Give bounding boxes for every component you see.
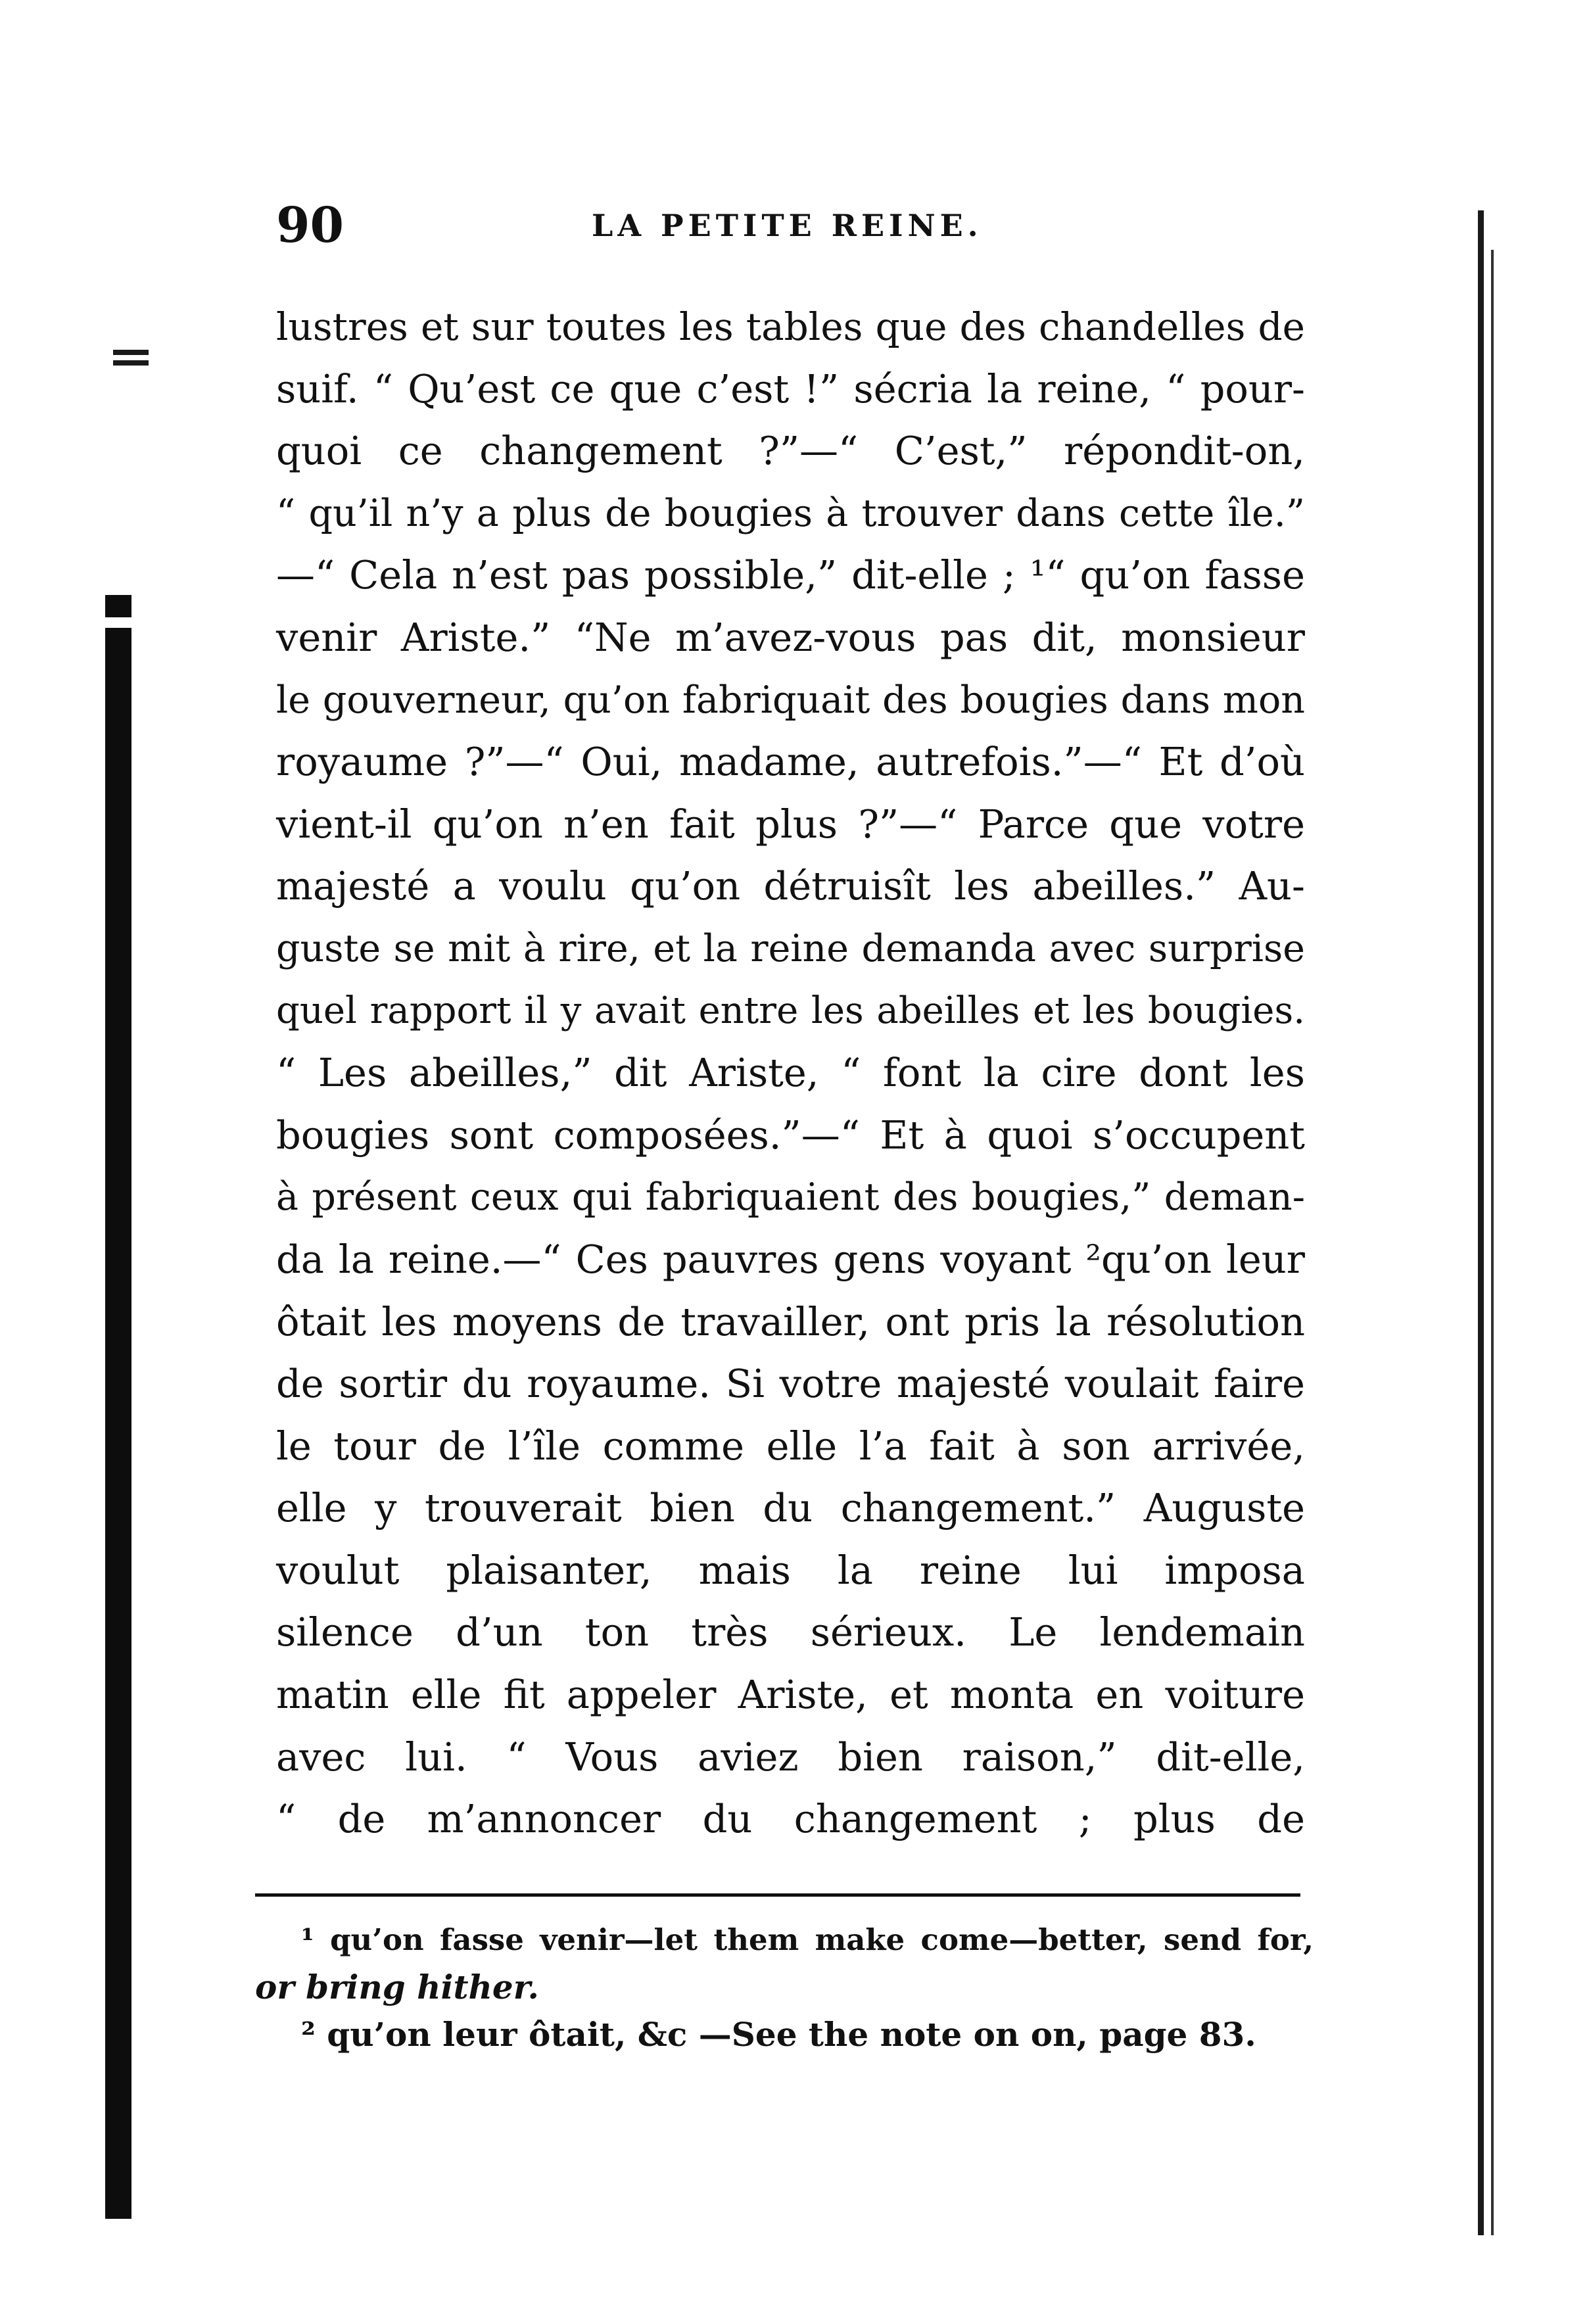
page-header [276, 197, 1305, 256]
text-line: royaume ?”—“ Oui, madame, autrefois.”—“ Et d’où [276, 739, 1305, 785]
text-line: “ de m’annoncer du changement ; plus de [276, 1796, 1305, 1842]
text-line: ôtait les moyens de travailler, ont pris la résolution [276, 1298, 1305, 1344]
text-line: “ qu’il n’y a plus de bougies à trouver dans cette île.” [276, 491, 1305, 535]
footnote-2: ² qu’on leur ôtait, &c —See the note on on, page 83. [301, 2015, 1256, 2054]
text-line: “ Les abeilles,” dit Ariste, “ font la cire dont les [276, 1050, 1305, 1096]
text-line: lustres et sur toutes les tables que des chandelles de [276, 304, 1305, 349]
text-line: guste se mit à rire, et la reine demanda avec surprise [276, 926, 1305, 970]
footnote-1: ¹ qu’on fasse venir—let them make come—better, send for, [301, 1922, 1314, 1957]
footnotes [255, 1916, 1314, 2058]
text-line: voulut plaisanter, mais la reine lui imposa [276, 1547, 1305, 1593]
footnote-1-continuation: or bring hither. [255, 1968, 539, 2006]
text-line: matin elle fit appeler Ariste, et monta en voiture [276, 1672, 1305, 1718]
text-line: da la reine.—“ Ces pauvres gens voyant ²qu’on leur [276, 1236, 1305, 1282]
text-line: majesté a voulu qu’on détruisît les abeilles.” Au- [276, 863, 1305, 909]
running-head: LA PETITE REINE. [592, 208, 983, 243]
text-line: le tour de l’île comme elle l’a fait à son arrivée, [276, 1423, 1305, 1469]
page-edge-line-inner [1491, 250, 1494, 2235]
text-line: quoi ce changement ?”—“ C’est,” répondit-on, [276, 428, 1305, 474]
scan-edge-shadow [105, 628, 131, 2219]
scan-mark [113, 360, 149, 366]
text-line: quel rapport il y avait entre les abeilles et les bougies. [276, 989, 1305, 1032]
footnote-divider [255, 1893, 1300, 1897]
text-line: le gouverneur, qu’on fabriquait des bougies dans mon [276, 678, 1305, 722]
text-line: —“ Cela n’est pas possible,” dit-elle ; ¹“ qu’on fasse [276, 552, 1305, 598]
text-line: venir Ariste.” “Ne m’avez-vous pas dit, monsieur [276, 614, 1305, 660]
text-line: de sortir du royaume. Si votre majesté voulait faire [276, 1361, 1305, 1407]
text-line: silence d’un ton très sérieux. Le lendemain [276, 1609, 1305, 1655]
scan-mark [113, 350, 149, 355]
text-line: vient-il qu’on n’en fait plus ?”—“ Parce que votre [276, 801, 1305, 847]
text-line: bougies sont composées.”—“ Et à quoi s’occupent [276, 1112, 1305, 1158]
page-edge-line [1478, 210, 1484, 2235]
scan-edge-shadow-top [105, 595, 131, 617]
text-line: avec lui. “ Vous aviez bien raison,” dit-elle, [276, 1734, 1305, 1780]
text-line: elle y trouverait bien du changement.” Auguste [276, 1485, 1305, 1531]
text-line: à présent ceux qui fabriquaient des bougies,” deman- [276, 1175, 1305, 1220]
text-line: suif. “ Qu’est ce que c’est !” sécria la reine, “ pour- [276, 366, 1305, 412]
body-text [276, 296, 1305, 1851]
page-number: 90 [276, 197, 344, 254]
